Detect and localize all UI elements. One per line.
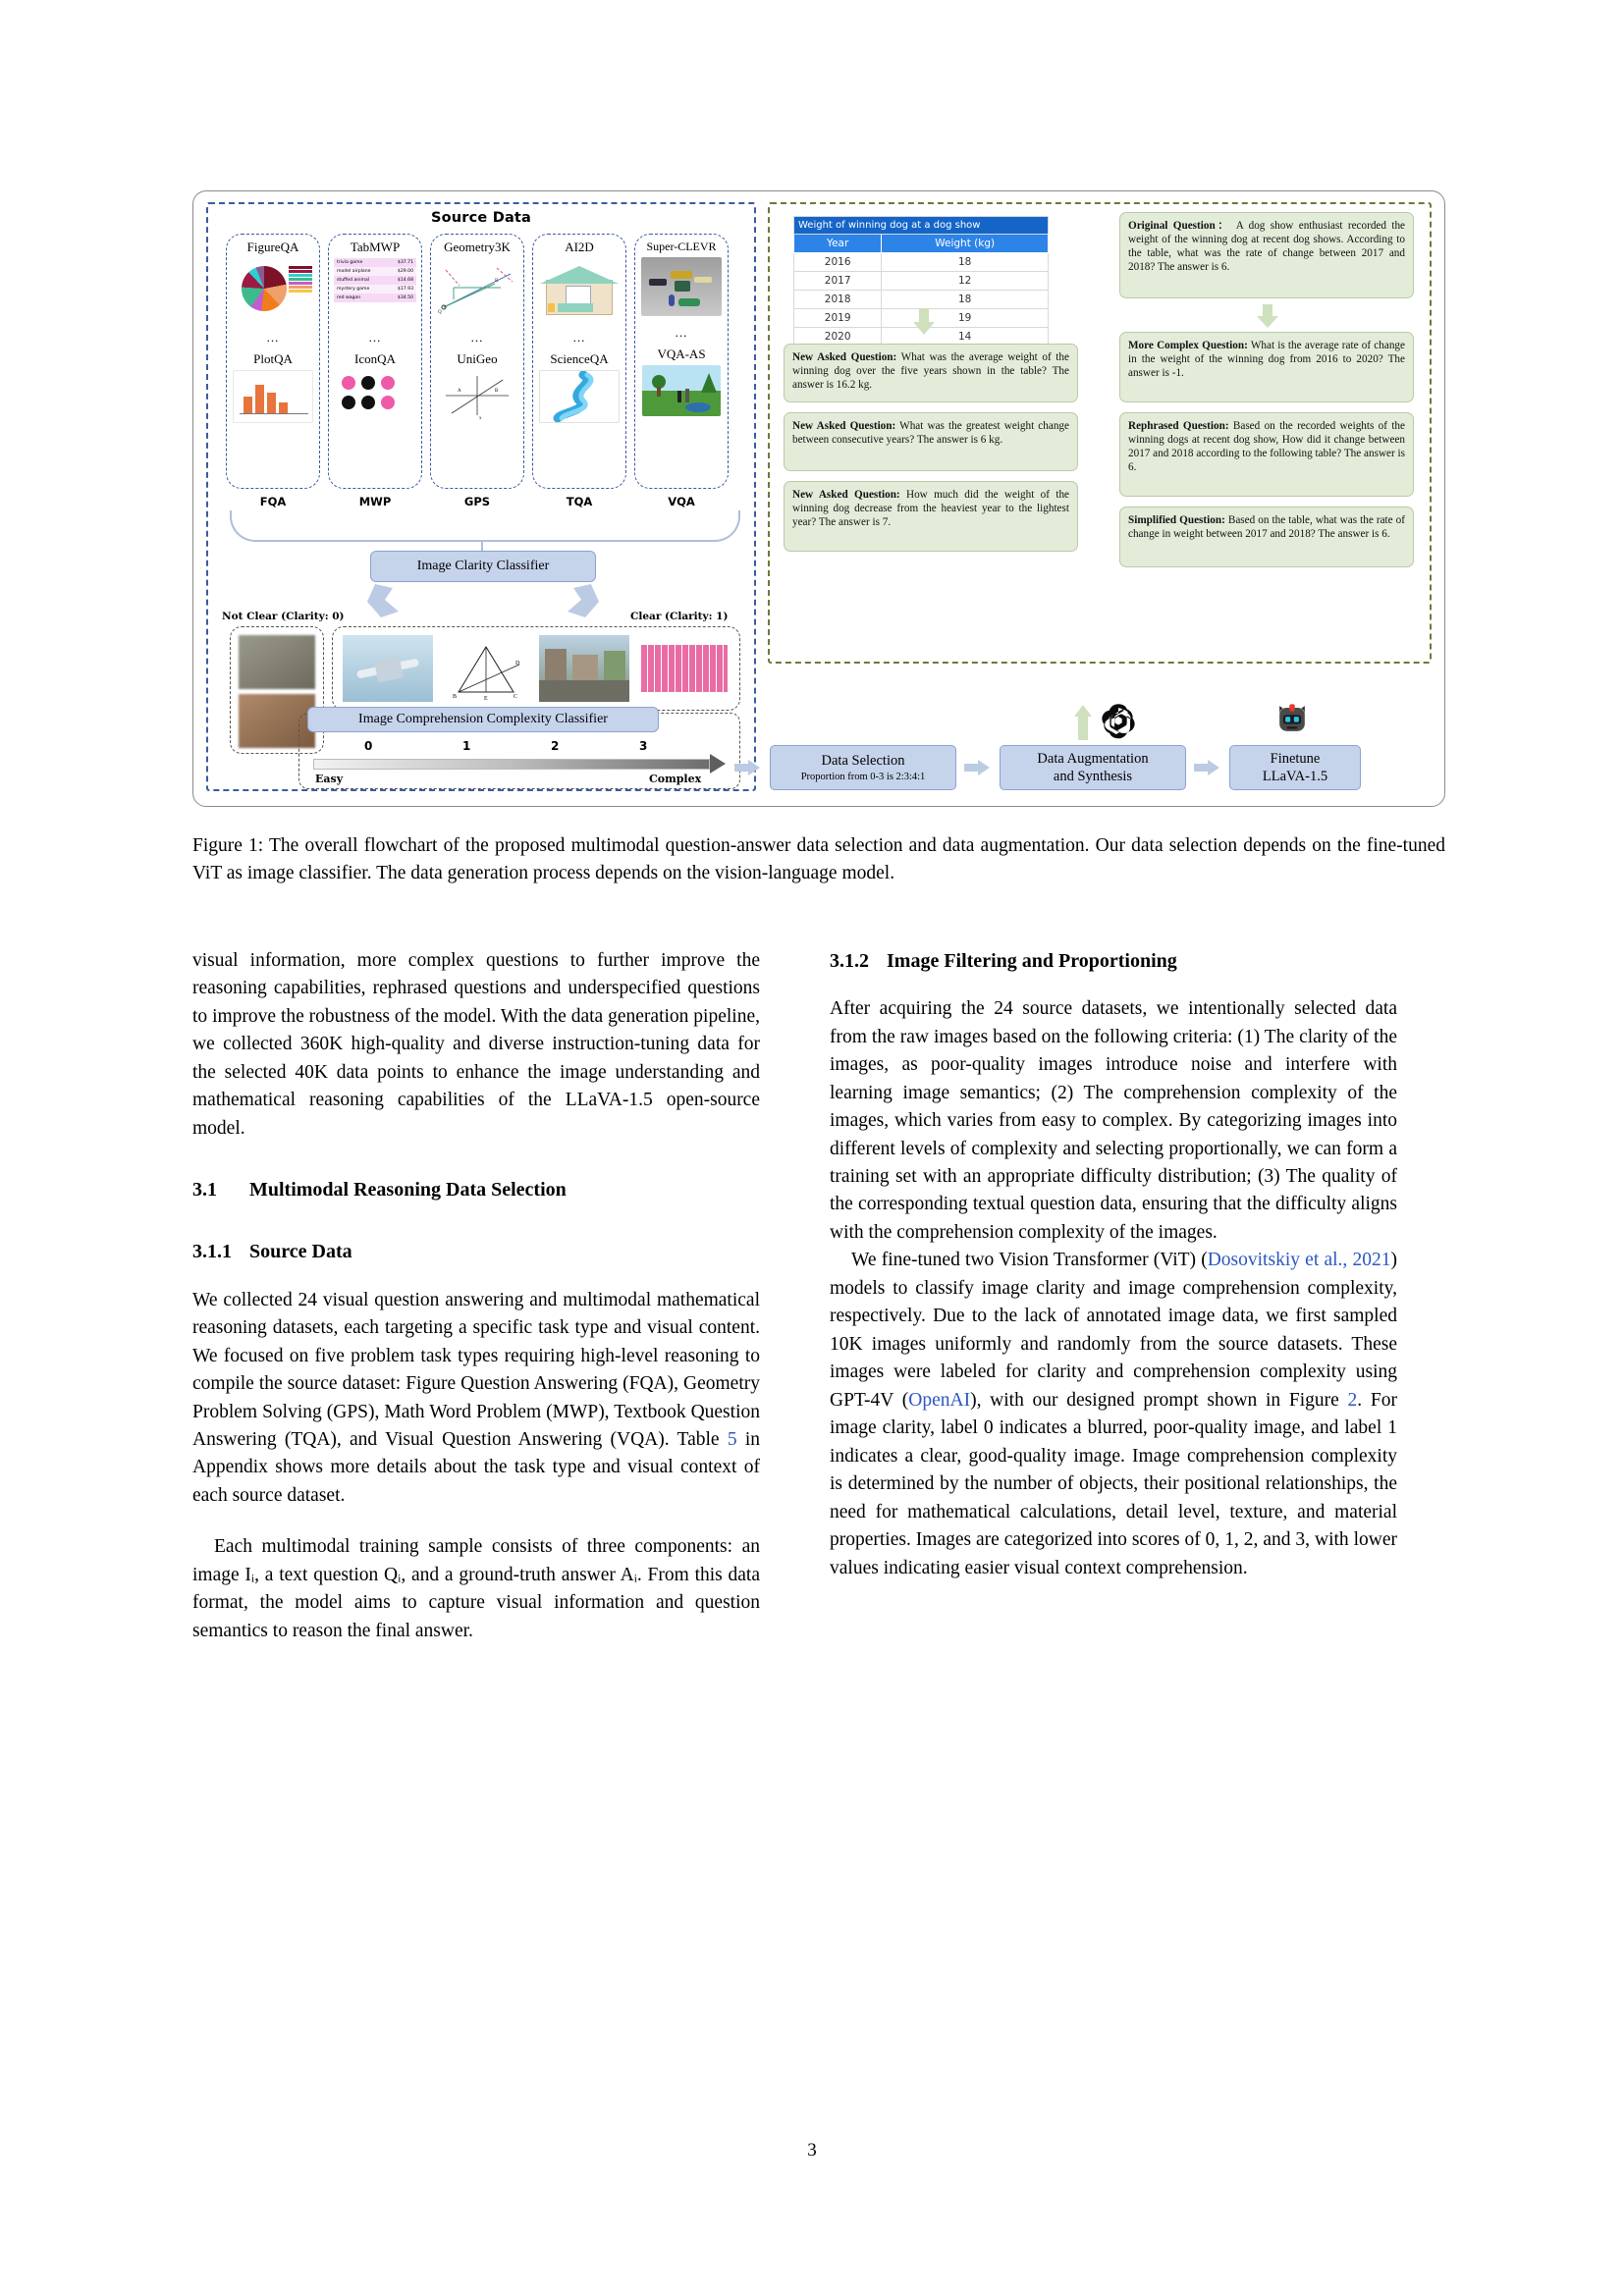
cell-weight: 12	[882, 272, 1049, 291]
task-label-mwp: MWP	[358, 495, 392, 508]
heading-3-1-2	[830, 947, 1397, 976]
heading-3-1-2-number: 3.1.2	[830, 950, 869, 972]
source-data-title: Source Data	[430, 210, 532, 226]
tabmwp-row: model airplane $29.00	[334, 267, 416, 276]
figure-1	[192, 190, 1445, 807]
data-augmentation-line-2: and Synthesis	[1053, 769, 1133, 784]
dots-2: ...	[368, 330, 382, 345]
dataset-column-tqa	[532, 234, 626, 489]
dataset-name-plotqa: PlotQA	[253, 351, 293, 366]
table-5-reference-link[interactable]: 5	[727, 1429, 737, 1450]
paragraph-right-2-b: ) models to classify image clarity and image comprehension complexity, respectively. Due to the lack of annotated image data, we first sampled 10K images uniformly and randomly from the source datasets. These images were labeled for clarity and comprehension complexity using GPT-4V (	[830, 1250, 1397, 1411]
blurred-image-1	[239, 635, 315, 689]
paragraph-left-1: visual information, more complex questions to further improve the reasoning capabilities, rephrased questions and underspecified questions to improve the robustness of the model. With the data generation pipeline, we collected 360K high-quality and diverse instruction-tuning data for the selected 40K data points to enhance the image understanding and mathematical reasoning capabilities of the LLaVA-1.5 open-source model.	[192, 950, 760, 1139]
dataset-name-iconqa: IconQA	[354, 351, 396, 366]
geometry-diagram-svg	[436, 258, 518, 319]
tabmwp-row: trivia game $37.71	[334, 258, 416, 267]
svg-text:B: B	[453, 694, 458, 700]
new-question-2-text: What was the greatest weight change between consecutive years? The answer is 6 kg.	[792, 420, 1069, 446]
plotqa-thumbnail	[233, 370, 313, 423]
more-complex-question-text: What is the average rate of change in the weight of the winning dog from 2016 to 2020? The answer is -1.	[1128, 340, 1405, 379]
svg-text:B: B	[495, 279, 499, 284]
data-selection-subtitle: Proportion from 0-3 is 2:3:4:1	[800, 771, 926, 782]
tabmwp-row: red wagon $34.50	[334, 294, 416, 302]
svg-text:C: C	[514, 694, 518, 700]
clarity-branch-arrows	[306, 582, 660, 627]
simplified-question-box	[1119, 507, 1414, 567]
dots-5: ...	[675, 325, 688, 340]
rephrased-question-box	[1119, 412, 1414, 497]
paragraph-left-3: Each multimodal training sample consists of three components: an image Iᵢ, a text question Qᵢ, and a ground-truth answer Aᵢ. From this data format, the model aims to capture visual information and question semantics to reason the final answer.	[192, 1536, 760, 1641]
cell-weight: 18	[882, 253, 1049, 272]
clear-group	[332, 626, 740, 711]
dataset-name-scienceqa: ScienceQA	[550, 351, 609, 366]
complexity-score-3: 3	[639, 739, 648, 753]
heading-3-1-title: Multimodal Reasoning Data Selection	[249, 1179, 567, 1201]
new-question-2-label: New Asked Question:	[792, 420, 896, 432]
paragraph-right-1: After acquiring the 24 source datasets, we intentionally selected data from the raw images based on the following criteria: (1) The clarity of the images, as poor-quality images introduce noise and interfere with learning image semantics; (2) The comprehension complexity of the images, which varies from easy to complex. By categorizing images into different levels of complexity and selecting proportionally, we can form a training set with an appropriate difficulty distribution; (3) The quality of the corresponding textual question data, ensuring that the difficulty aligns with the comprehension complexity of the images.	[830, 998, 1397, 1243]
table-to-question-arrow	[913, 308, 935, 336]
paragraph-right-2	[830, 1247, 1397, 1582]
tabmwp-row: mystery game $17.93	[334, 285, 416, 294]
dataset-name-unigeo: UniGeo	[457, 351, 498, 366]
tabmwp-thumbnail	[334, 258, 416, 319]
original-to-complex-arrow	[1257, 304, 1278, 330]
complexity-group	[298, 713, 740, 789]
table-row	[794, 291, 1049, 309]
dataset-column-fqa	[226, 234, 320, 489]
original-question-text: A dog show enthusiast recorded the weight of the winning dog at recent dog shows. According to the table, what was the rate of change between 2017 and 2018? The answer is 6.	[1128, 220, 1406, 273]
openai-logo-icon	[1098, 699, 1139, 740]
svg-text:Q: Q	[438, 310, 442, 315]
complexity-scale-arrowhead	[710, 754, 726, 774]
figure-2-reference-link[interactable]: 2	[1347, 1389, 1358, 1411]
finetune-line-1: Finetune	[1270, 750, 1321, 767]
figureqa-thumbnail	[232, 258, 314, 319]
body-column-left	[192, 947, 760, 1645]
paragraph-right-2-d: . For image clarity, label 0 indicates a blurred, poor-quality image, and label 1 indicates a clear, good-quality image. Image comprehension complexity is determined by the number of objects, their positional relationships, the need for mathematical calculations, detail level, texture, and material properties. Images are categorized into scores of 0, 1, 2, and 3, with lower values indicating easier visual context comprehension.	[830, 1389, 1397, 1578]
complexity-score-2: 2	[551, 739, 560, 753]
geometry3k-thumbnail	[436, 258, 518, 319]
heading-3-1-2-title: Image Filtering and Proportioning	[887, 950, 1177, 972]
svg-text:B: B	[495, 389, 499, 394]
dots-3: ...	[470, 330, 484, 345]
dataset-name-vqa-as: VQA-AS	[657, 347, 706, 361]
unigeo-thumbnail	[438, 370, 516, 421]
heading-3-1-1	[192, 1238, 760, 1266]
iconqa-thumbnail	[336, 370, 414, 421]
simplified-question-label: Simplified Question:	[1128, 514, 1225, 526]
clear-image-street	[539, 635, 629, 702]
dataset-name-geometry3k: Geometry3K	[444, 240, 511, 254]
task-label-gps: GPS	[463, 495, 491, 508]
svg-text:E: E	[484, 696, 488, 702]
new-question-3-label: New Asked Question:	[792, 489, 900, 501]
task-label-vqa: VQA	[668, 495, 695, 508]
data-selection-box	[770, 745, 956, 790]
original-question-label: Original Question：	[1128, 220, 1231, 232]
new-question-2-box	[784, 412, 1078, 471]
scienceqa-thumbnail	[539, 370, 620, 423]
table-row	[794, 272, 1049, 291]
finetune-box	[1229, 745, 1361, 790]
original-question-box	[1119, 212, 1414, 298]
new-question-3-box	[784, 481, 1078, 552]
more-complex-question-box	[1119, 332, 1414, 402]
new-question-1-box	[784, 344, 1078, 402]
dataset-column-vqa	[634, 234, 729, 489]
clear-image-periodic-table	[637, 635, 731, 702]
heading-3-1	[192, 1176, 760, 1204]
task-label-tqa: TQA	[566, 495, 593, 508]
super-clevr-thumbnail	[641, 257, 722, 316]
finetune-line-2: LLaVA-1.5	[1262, 769, 1328, 784]
table-row	[794, 253, 1049, 272]
cell-year: 2016	[794, 253, 882, 272]
dots-4: ...	[572, 330, 586, 345]
cell-year: 2019	[794, 309, 882, 328]
complexity-score-0: 0	[364, 739, 373, 753]
image-clarity-classifier-box: Image Clarity Classifier	[370, 551, 596, 582]
task-label-fqa: FQA	[259, 495, 287, 508]
openai-citation-link[interactable]: OpenAI	[908, 1389, 971, 1411]
svg-text:A: A	[458, 389, 461, 394]
new-question-3-text: How much did the weight of the winning dog decrease from the heaviest year to the lightest year? The answer is 7.	[792, 489, 1070, 528]
cell-weight: 18	[882, 291, 1049, 309]
page-number: 3	[807, 2140, 817, 2161]
complexity-score-1: 1	[462, 739, 471, 753]
arrow-selection-to-augmentation	[964, 760, 990, 775]
vqa-as-thumbnail	[642, 365, 721, 416]
dosovitskiy-citation-link[interactable]: Dosovitskiy et al., 2021	[1207, 1250, 1391, 1271]
rephrased-question-text: Based on the recorded weights of the winning dogs at recent dog show, How did it change between 2017 and 2018 according to the following table? The answer is 6.	[1128, 420, 1405, 473]
dataset-column-mwp	[328, 234, 422, 489]
complexity-scale-bar	[313, 759, 710, 770]
label-clear: Clear (Clarity: 1)	[630, 611, 729, 622]
augmentation-up-arrow	[1074, 705, 1092, 740]
heading-3-1-1-number: 3.1.1	[192, 1241, 232, 1263]
image-comprehension-complexity-classifier-box: Image Comprehension Complexity Classifier	[307, 707, 659, 732]
svg-text:x: x	[479, 416, 482, 421]
label-not-clear: Not Clear (Clarity: 0)	[222, 611, 345, 622]
new-question-1-text: What was the average weight of the winning dog over the five years shown in the table? The answer is 16.2 kg.	[792, 351, 1069, 391]
llava-robot-icon	[1271, 697, 1314, 740]
paragraph-left-2-post: in Appendix shows more details about the task type and visual context of each source dataset.	[192, 1429, 760, 1506]
clear-image-airplane	[343, 635, 433, 702]
data-augmentation-box	[1000, 745, 1186, 790]
qa-generation-panel	[768, 202, 1432, 664]
dots-1: ...	[266, 330, 280, 345]
paragraph-right-2-a: We fine-tuned two Vision Transformer (ViT) (	[851, 1250, 1208, 1271]
dog-table-title: Weight of winning dog at a dog show	[794, 217, 1049, 235]
complexity-label-easy: Easy	[315, 773, 344, 785]
cell-weight: 14	[882, 328, 1049, 347]
new-question-1-label: New Asked Question:	[792, 351, 897, 363]
clear-image-geometry	[441, 635, 531, 702]
tabmwp-row: stuffed animal $14.68	[334, 276, 416, 285]
cell-year: 2018	[794, 291, 882, 309]
body-column-right	[830, 947, 1397, 1582]
paragraph-right-2-c: ), with our designed prompt shown in Figure	[970, 1389, 1348, 1411]
dog-table-header-weight: Weight (kg)	[882, 235, 1049, 253]
cell-year: 2017	[794, 272, 882, 291]
simplified-question-text: Based on the table, what was the rate of change in weight between 2017 and 2018? The answer is 6.	[1128, 514, 1405, 540]
paragraph-left-2	[192, 1287, 760, 1511]
heading-3-1-number: 3.1	[192, 1179, 217, 1201]
dataset-column-gps	[430, 234, 524, 489]
arrow-augmentation-to-finetune	[1194, 760, 1219, 775]
paragraph-left-2-pre: We collected 24 visual question answering and multimodal mathematical reasoning datasets, each targeting a specific task type and visual content. We focused on five problem task types requiring high-level reasoning to compile the source dataset: Figure Question Answering (FQA), Geometry Problem Solving (GPS), Math Word Problem (MWP), Textbook Question Answering (TQA), and Visual Question Answering (VQA). Table	[192, 1289, 760, 1450]
cell-weight: 19	[882, 309, 1049, 328]
dataset-name-ai2d: AI2D	[565, 240, 594, 254]
more-complex-question-label: More Complex Question:	[1128, 340, 1248, 351]
merge-brace	[230, 510, 740, 542]
source-data-panel	[206, 202, 756, 791]
heading-3-1-1-title: Source Data	[249, 1241, 352, 1263]
data-augmentation-line-1: Data Augmentation	[1037, 750, 1149, 767]
dataset-name-super-clevr: Super-CLEVR	[646, 240, 717, 253]
dog-table-header-year: Year	[794, 235, 882, 253]
dataset-name-tabmwp: TabMWP	[350, 240, 401, 254]
svg-text:D: D	[515, 661, 520, 667]
rephrased-question-label: Rephrased Question:	[1128, 420, 1229, 432]
dataset-name-figureqa: FigureQA	[246, 240, 299, 254]
arrow-into-data-selection	[734, 760, 760, 775]
data-selection-title: Data Selection	[821, 753, 905, 770]
ai2d-thumbnail	[538, 258, 621, 319]
complexity-label-complex: Complex	[649, 773, 702, 785]
cell-year: 2020	[794, 328, 882, 347]
figure-caption: Figure 1: The overall flowchart of the proposed multimodal question-answer data selection and data augmentation. Our data selection depends on the fine-tuned ViT as image classifier. The data generation process depends on the vision-language model.	[192, 835, 1445, 883]
